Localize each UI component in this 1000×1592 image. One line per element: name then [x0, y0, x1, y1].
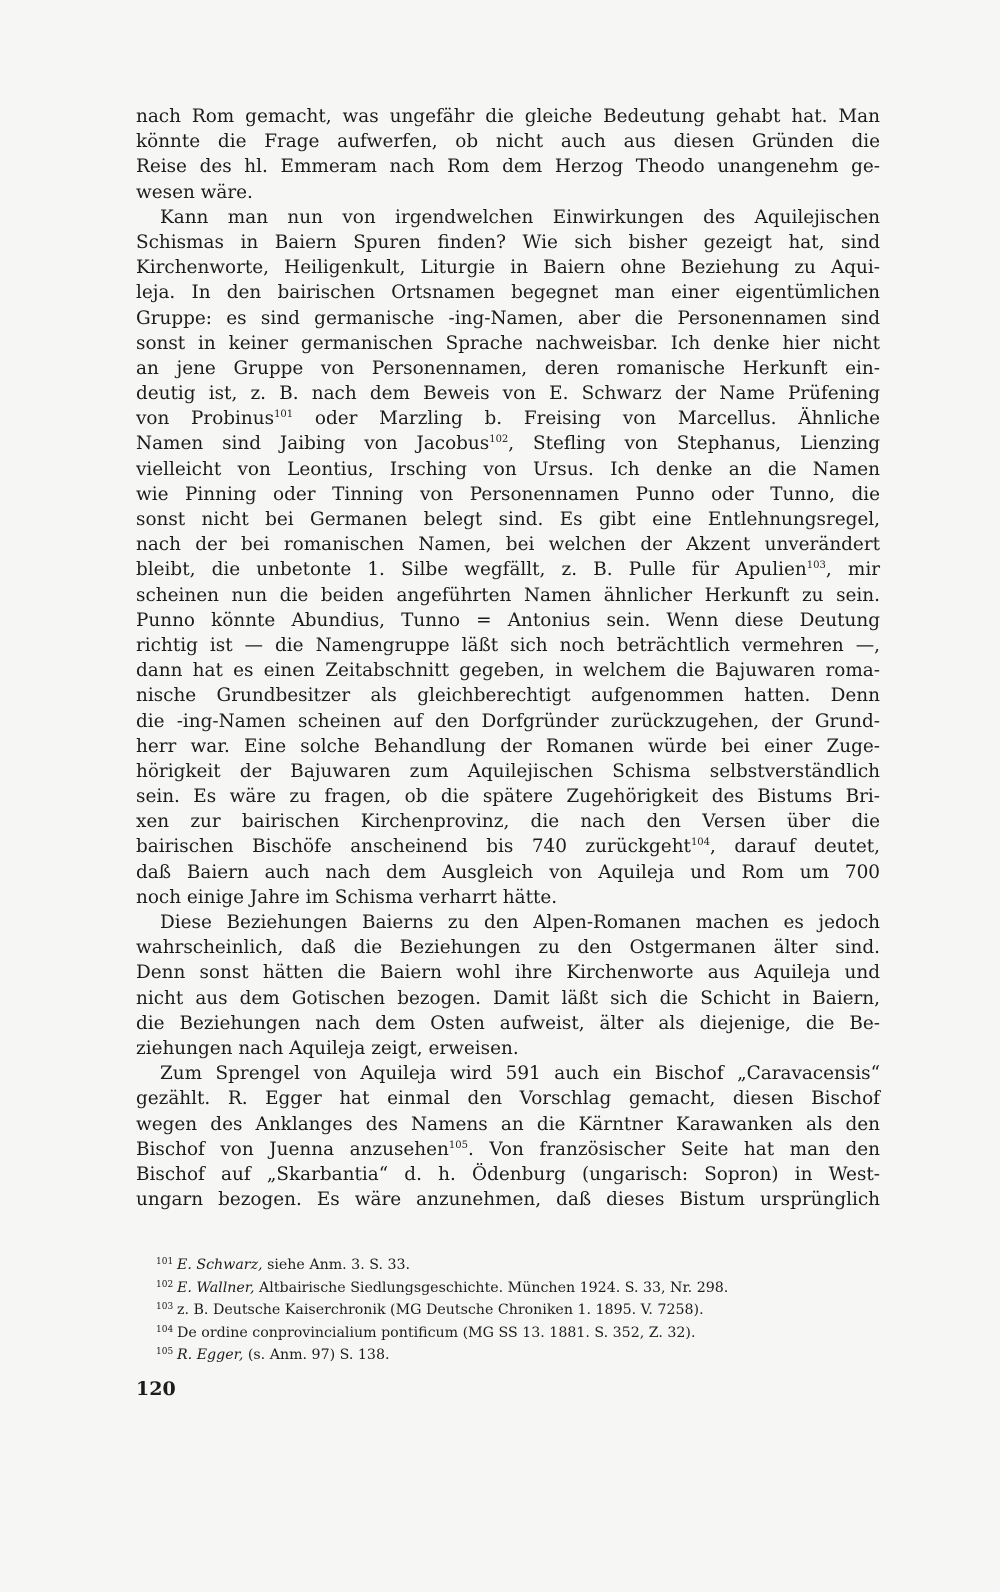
- line-text: die -ing-Namen scheinen auf den Dorfgründer zurückzugehen, der Grund-: [136, 710, 880, 732]
- text-line: [136, 1112, 880, 1137]
- line-text: Bischof von Juenna anzusehen: [136, 1138, 449, 1160]
- line-text: herr war. Eine solche Behandlung der Romanen würde bei einer Zuge-: [136, 735, 880, 757]
- text-line: [136, 683, 880, 708]
- text-line: [136, 457, 880, 482]
- line-text: deutig ist, z. B. nach dem Beweis von E. Schwarz der Name Prüfening: [136, 383, 880, 405]
- footnote-text: De ordine conprovincialium pontificum (MG SS 13. 1881. S. 352, Z. 32).: [177, 1324, 696, 1341]
- line-text-continued: , mir: [825, 559, 880, 581]
- footnote-author: E. Schwarz,: [177, 1257, 263, 1273]
- line-text: nische Grundbesitzer als gleichberechtigt aufgenommen hatten. Denn: [136, 685, 880, 707]
- text-line: [136, 633, 880, 658]
- text-line: [136, 104, 880, 129]
- text-line: [136, 986, 880, 1011]
- line-text: Bischof auf „Skarbantia“ d. h. Ödenburg (ungarisch: Sopron) in West-: [136, 1163, 880, 1185]
- body-text: [136, 104, 880, 1212]
- line-text: wesen wäre.: [136, 181, 253, 203]
- line-text: sein. Es wäre zu fragen, ob die spätere Zugehörigkeit des Bistums Bri-: [136, 786, 880, 808]
- line-text: Gruppe: es sind germanische -ing-Namen, aber die Personennamen sind: [136, 307, 880, 329]
- text-line: [136, 583, 880, 608]
- footnote-author: E. Wallner,: [177, 1279, 255, 1296]
- line-text: noch einige Jahre im Schisma verharrt hätte.: [136, 886, 558, 908]
- line-text: scheinen nun die beiden angeführten Namen ähnlicher Herkunft zu sein.: [136, 584, 880, 606]
- text-line: [136, 431, 880, 456]
- line-text: leja. In den bairischen Ortsnamen begegnet man einer eigentümlichen: [136, 282, 880, 304]
- footnote-reference: 104: [690, 837, 711, 849]
- line-text: könnte die Frage aufwerfen, ob nicht auch aus diesen Gründen die: [136, 131, 880, 153]
- line-text: Punno könnte Abundius, Tunno = Antonius sein. Wenn diese Deutung: [136, 609, 880, 631]
- text-line: [136, 1187, 880, 1212]
- footnote: [156, 1298, 880, 1321]
- footnote-number: 103: [156, 1302, 174, 1313]
- line-text: richtig ist — die Namengruppe läßt sich noch beträchtlich vermehren —,: [136, 634, 880, 656]
- line-text: Schismas in Baiern Spuren finden? Wie sich bisher gezeigt hat, sind: [136, 231, 880, 253]
- text-line: [136, 608, 880, 633]
- line-text: wie Pinning oder Tinning von Personennamen Punno oder Tunno, die: [136, 483, 880, 505]
- line-text: die Beziehungen nach dem Osten aufweist, älter als diejenige, die Be-: [136, 1012, 880, 1034]
- line-text: Denn sonst hätten die Baiern wohl ihre Kirchenworte aus Aquileja und: [136, 962, 880, 984]
- line-text: Kirchenworte, Heiligenkult, Liturgie in Baiern ohne Beziehung zu Aqui-: [136, 257, 880, 279]
- text-line: [136, 860, 880, 885]
- text-line: [136, 784, 880, 809]
- line-text: Zum Sprengel von Aquileja wird 591 auch ein Bischof „Caravacensis“: [160, 1063, 880, 1085]
- footnote-reference: 105: [448, 1139, 468, 1151]
- line-text: xen zur bairischen Kirchenprovinz, die nach den Versen über die: [136, 811, 880, 833]
- footnote-author: R. Egger,: [177, 1347, 244, 1364]
- footnote: [156, 1321, 880, 1344]
- line-text: Diese Beziehungen Baierns zu den Alpen-Romanen machen es jedoch: [160, 912, 880, 933]
- line-text: nach Rom gemacht, was ungefähr die gleiche Bedeutung gehabt hat. Man: [136, 106, 880, 127]
- text-line: [136, 834, 880, 859]
- line-text: daß Baiern auch nach dem Ausgleich von Aquileja und Rom um 700: [136, 861, 880, 883]
- line-text-continued: , darauf deutet,: [710, 836, 880, 858]
- text-line: [136, 532, 880, 557]
- text-line: [136, 482, 880, 507]
- line-text: gezählt. R. Egger hat einmal den Vorschlag gemacht, diesen Bischof: [136, 1088, 880, 1110]
- text-line: [136, 1036, 880, 1061]
- line-text-continued: . Von französischer Seite hat man den: [467, 1138, 880, 1160]
- text-line: [136, 809, 880, 834]
- line-text-continued: oder Marzling b. Freising von Marcellus. Ähnliche: [293, 408, 881, 430]
- text-line: [136, 507, 880, 532]
- line-text: sonst nicht bei Germanen belegt sind. Es gibt eine Entlehnungsregel,: [136, 509, 880, 530]
- text-line: [136, 734, 880, 759]
- text-line: [136, 1061, 880, 1086]
- footnote: [156, 1276, 880, 1299]
- text-line: [136, 1137, 880, 1162]
- page-number: 120: [136, 1378, 176, 1400]
- text-line: [136, 557, 880, 582]
- footnotes: [156, 1253, 880, 1366]
- footnote: [156, 1343, 880, 1366]
- text-line: [136, 356, 880, 381]
- text-line: [136, 205, 880, 230]
- line-text: nicht aus dem Gotischen bezogen. Damit läßt sich die Schicht in Baiern,: [136, 987, 880, 1009]
- footnote-number: 105: [156, 1347, 174, 1358]
- text-line: [136, 406, 880, 431]
- text-line: [136, 960, 880, 985]
- line-text: wahrscheinlich, daß die Beziehungen zu den Ostgermanen älter sind.: [136, 937, 880, 959]
- line-text: an jene Gruppe von Personennamen, deren romanische Herkunft ein-: [136, 357, 880, 379]
- line-text-continued: , Stefling von Stephanus, Lienzing: [508, 433, 880, 455]
- text-line: [136, 154, 880, 179]
- footnote-number: 101: [156, 1257, 174, 1267]
- text-line: [136, 1086, 880, 1111]
- text-line: [136, 709, 880, 734]
- footnote-reference: 101: [274, 409, 294, 421]
- line-text: Namen sind Jaibing von Jacobus: [136, 433, 490, 455]
- text-line: [136, 230, 880, 255]
- line-text: Reise des hl. Emmeram nach Rom dem Herzog Theodo unangenehm ge-: [136, 156, 880, 178]
- line-text: hörigkeit der Bajuwaren zum Aquilejischen Schisma selbstverständlich: [136, 760, 880, 782]
- text-line: [136, 129, 880, 154]
- text-line: [136, 935, 880, 960]
- text-line: [136, 280, 880, 305]
- footnote-number: 104: [156, 1324, 174, 1335]
- text-line: [136, 1011, 880, 1036]
- line-text: bairischen Bischöfe anscheinend bis 740 zurückgeht: [136, 836, 691, 858]
- text-line: [136, 180, 880, 205]
- line-text: nach der bei romanischen Namen, bei welchen der Akzent unverändert: [136, 534, 880, 556]
- footnote-reference: 103: [806, 560, 826, 572]
- line-text: bleibt, die unbetonte 1. Silbe wegfällt, z. B. Pulle für Apulien: [136, 559, 807, 581]
- footnote-number: 102: [156, 1279, 174, 1290]
- text-line: [136, 759, 880, 784]
- line-text: Kann man nun von irgendwelchen Einwirkungen des Aquilejischen: [160, 206, 880, 228]
- line-text: dann hat es einen Zeitabschnitt gegeben, in welchem die Bajuwaren roma-: [136, 660, 880, 682]
- line-text: vielleicht von Leontius, Irsching von Ursus. Ich denke an die Namen: [136, 458, 880, 480]
- text-line: [136, 1162, 880, 1187]
- text-line: [136, 331, 880, 356]
- footnote: [156, 1253, 880, 1276]
- footnote-text: (s. Anm. 97) S. 138.: [243, 1347, 390, 1364]
- text-line: [136, 658, 880, 683]
- text-line: [136, 255, 880, 280]
- line-text: ungarn bezogen. Es wäre anzunehmen, daß dieses Bistum ursprünglich: [136, 1189, 880, 1211]
- line-text: ziehungen nach Aquileja zeigt, erweisen.: [136, 1037, 519, 1059]
- footnote-text: Altbairische Siedlungsgeschichte. München 1924. S. 33, Nr. 298.: [254, 1279, 729, 1296]
- text-line: [136, 381, 880, 406]
- line-text: von Probinus: [136, 408, 275, 430]
- text-line: [136, 885, 880, 910]
- footnote-text: siehe Anm. 3. S. 33.: [262, 1257, 411, 1273]
- text-line: [136, 306, 880, 331]
- footnote-reference: 102: [489, 434, 509, 446]
- line-text: wegen des Anklanges des Namens an die Kärntner Karawanken als den: [136, 1113, 880, 1135]
- text-line: [136, 910, 880, 935]
- footnote-text: z. B. Deutsche Kaiserchronik (MG Deutsche Chroniken 1. 1895. V. 7258).: [177, 1302, 704, 1319]
- line-text: sonst in keiner germanischen Sprache nachweisbar. Ich denke hier nicht: [136, 332, 880, 354]
